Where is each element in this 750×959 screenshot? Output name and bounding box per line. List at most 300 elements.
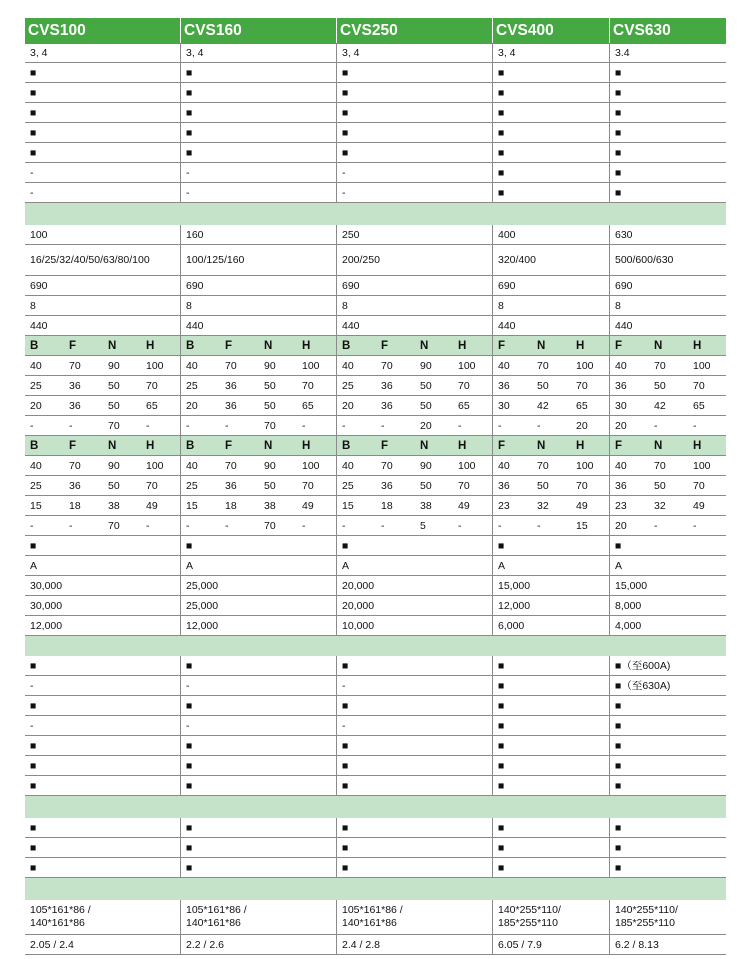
table-cell: ■: [609, 858, 726, 877]
table-cell: ■: [609, 756, 726, 775]
class-letter: F: [615, 339, 623, 352]
table-cell-group: [336, 436, 492, 455]
table-cell: ■: [492, 656, 609, 675]
class-letter: H: [576, 339, 585, 352]
sub-cell: 50: [108, 399, 120, 412]
sub-cell: 23: [615, 499, 627, 512]
table-cell: ■（至630A): [609, 676, 726, 695]
table-cell: 630: [609, 225, 726, 244]
table-cell: ■: [609, 103, 726, 122]
table-cell: -: [336, 676, 492, 695]
table-cell-group: [609, 476, 726, 495]
sub-cell: -: [225, 419, 229, 432]
table-cell-group: [492, 356, 609, 375]
table-cell-group: [492, 376, 609, 395]
table-cell: -: [180, 676, 336, 695]
sub-cell: 70: [381, 359, 393, 372]
sub-cell: 40: [615, 359, 627, 372]
table-cell: 3.4: [609, 44, 726, 62]
table-cell: ■: [609, 183, 726, 202]
class-letter: F: [69, 439, 77, 452]
table-cell: ■: [492, 123, 609, 142]
table-cell: ■: [180, 63, 336, 82]
table-row: [25, 756, 726, 776]
sub-cell: 15: [342, 499, 354, 512]
table-row: [25, 143, 726, 163]
sub-cell: 25: [342, 379, 354, 392]
table-cell: ■: [492, 163, 609, 182]
table-cell: 440: [609, 316, 726, 335]
sub-cell: -: [30, 419, 34, 432]
table-cell-group: [336, 396, 492, 415]
sub-cell: 100: [302, 459, 320, 472]
table-cell: ■: [609, 736, 726, 755]
sub-cell: 70: [654, 359, 666, 372]
table-cell: ■: [609, 83, 726, 102]
table-cell: 105*161*86 / 140*161*86: [336, 900, 492, 934]
table-row: [25, 296, 726, 316]
table-cell: ■: [492, 83, 609, 102]
table-row: [25, 596, 726, 616]
table-cell: ■: [492, 838, 609, 857]
sub-cell: 36: [225, 479, 237, 492]
table-cell: 2.05 / 2.4: [30, 938, 74, 951]
sub-cell: 90: [420, 459, 432, 472]
class-letter: F: [498, 439, 506, 452]
table-row: [25, 696, 726, 716]
table-cell-group: [25, 516, 180, 535]
table-cell: 8,000: [609, 596, 726, 615]
sub-cell: 15: [186, 499, 198, 512]
table-row: [25, 44, 726, 63]
table-cell: 140*255*110/ 185*255*110: [492, 900, 609, 934]
table-row: [25, 316, 726, 336]
table-cell-group: [336, 416, 492, 435]
class-letter: H: [458, 339, 467, 352]
section-band: [25, 636, 726, 656]
table-cell: 690: [30, 279, 48, 292]
table-cell: ■: [336, 736, 492, 755]
table-cell-group: [336, 376, 492, 395]
sub-cell: 90: [108, 459, 120, 472]
table-cell: 12,000: [180, 616, 336, 635]
sub-cell: 36: [498, 379, 510, 392]
table-cell: 100: [30, 228, 48, 241]
table-cell: ■（至600A): [609, 656, 726, 675]
table-cell: -: [180, 183, 336, 202]
table-row: [25, 163, 726, 183]
sub-cell: 49: [576, 499, 588, 512]
table-cell: ■: [492, 183, 609, 202]
table-cell: ■: [336, 63, 492, 82]
table-cell-group: [492, 516, 609, 535]
table-cell-group: [609, 376, 726, 395]
table-cell: ■: [609, 696, 726, 715]
table-cell: ■: [492, 103, 609, 122]
table-row: [25, 496, 726, 516]
table-cell: ■: [180, 858, 336, 877]
sub-cell: 100: [146, 359, 164, 372]
table-cell: 20,000: [336, 576, 492, 595]
table-cell-group: [336, 336, 492, 355]
table-cell: ■: [609, 163, 726, 182]
sub-cell: 65: [576, 399, 588, 412]
class-letter: H: [576, 439, 585, 452]
table-cell: -: [30, 719, 34, 732]
sub-cell: 25: [30, 479, 42, 492]
table-cell: 4,000: [609, 616, 726, 635]
sub-cell: 18: [381, 499, 393, 512]
table-cell-group: [609, 416, 726, 435]
class-letter: B: [342, 339, 351, 352]
sub-cell: -: [30, 519, 34, 532]
table-cell: -: [30, 186, 34, 199]
class-letter: B: [30, 339, 39, 352]
table-cell: A: [180, 556, 336, 575]
class-letter: B: [30, 439, 39, 452]
table-cell-group: [492, 336, 609, 355]
table-cell: -: [336, 716, 492, 735]
section-band: [25, 203, 726, 225]
table-cell-group: [336, 456, 492, 475]
table-row: [25, 123, 726, 143]
table-cell-group: [492, 436, 609, 455]
table-cell: 6.2 / 8.13: [609, 935, 726, 954]
table-cell: ■: [492, 63, 609, 82]
table-cell-group: [492, 416, 609, 435]
sub-cell: 25: [186, 379, 198, 392]
table-cell: 440: [180, 316, 336, 335]
sub-cell: -: [654, 519, 658, 532]
sub-cell: -: [146, 419, 150, 432]
table-cell: ■: [180, 696, 336, 715]
table-cell: ■: [180, 776, 336, 795]
table-cell: 6,000: [492, 616, 609, 635]
table-row: [25, 616, 726, 636]
table-cell-group: [25, 356, 180, 375]
table-cell: -: [30, 166, 34, 179]
class-letter: N: [108, 439, 117, 452]
table-cell: ■: [30, 659, 37, 672]
table-cell: ■: [336, 536, 492, 555]
sub-cell: 70: [108, 419, 120, 432]
table-cell: 8: [336, 296, 492, 315]
table-cell: ■: [336, 756, 492, 775]
table-row: [25, 656, 726, 676]
table-cell: ■: [609, 63, 726, 82]
table-cell-group: [180, 456, 336, 475]
sub-cell: 36: [381, 379, 393, 392]
table-cell: ■: [492, 776, 609, 795]
sub-cell: 20: [186, 399, 198, 412]
sub-cell: 42: [654, 399, 666, 412]
table-cell: ■: [336, 776, 492, 795]
table-cell-group: [609, 496, 726, 515]
sub-cell: 70: [576, 379, 588, 392]
sub-cell: 90: [420, 359, 432, 372]
table-cell: ■: [492, 696, 609, 715]
table-cell: 690: [609, 276, 726, 295]
sub-cell: 65: [458, 399, 470, 412]
sub-cell: 40: [342, 359, 354, 372]
table-row: [25, 858, 726, 878]
sub-cell: 50: [108, 379, 120, 392]
sub-cell: 100: [146, 459, 164, 472]
table-cell: 105*161*86 / 140*161*86: [180, 900, 336, 934]
table-cell: ■: [336, 143, 492, 162]
table-row: [25, 63, 726, 83]
table-row: [25, 376, 726, 396]
table-row: [25, 838, 726, 858]
table-cell-group: [336, 356, 492, 375]
table-cell: 12,000: [30, 619, 63, 632]
sub-cell: 30: [615, 399, 627, 412]
class-letter: N: [264, 339, 273, 352]
table-cell: 500/600/630: [609, 245, 726, 275]
table-cell-group: [492, 456, 609, 475]
sub-cell: 18: [69, 499, 81, 512]
sub-cell: 100: [458, 359, 476, 372]
sub-cell: 40: [615, 459, 627, 472]
sub-cell: 30: [498, 399, 510, 412]
sub-cell: 65: [146, 399, 158, 412]
table-cell-group: [25, 376, 180, 395]
table-cell: ■: [30, 861, 37, 874]
sub-cell: -: [458, 419, 462, 432]
table-row: [25, 818, 726, 838]
sub-cell: 20: [342, 399, 354, 412]
sub-cell: 70: [537, 359, 549, 372]
sub-cell: 70: [576, 479, 588, 492]
sub-cell: 50: [537, 379, 549, 392]
table-cell: ■: [30, 739, 37, 752]
sub-cell: 38: [264, 499, 276, 512]
sub-cell: 25: [30, 379, 42, 392]
table-cell: ■: [180, 103, 336, 122]
table-cell: 8: [492, 296, 609, 315]
table-row: [25, 456, 726, 476]
table-cell: 25,000: [180, 576, 336, 595]
sub-cell: -: [342, 519, 346, 532]
sub-cell: 49: [458, 499, 470, 512]
sub-cell: 70: [146, 479, 158, 492]
sub-cell: 36: [615, 379, 627, 392]
sub-cell: 40: [30, 459, 42, 472]
table-cell-group: [180, 436, 336, 455]
sub-cell: -: [537, 419, 541, 432]
sub-cell: 20: [30, 399, 42, 412]
table-cell: ■: [180, 143, 336, 162]
table-cell-group: [180, 516, 336, 535]
table-cell: -: [30, 679, 34, 692]
sub-cell: 40: [498, 459, 510, 472]
table-cell: ■: [180, 838, 336, 857]
sub-cell: 23: [498, 499, 510, 512]
table-cell: ■: [336, 838, 492, 857]
column-header: CVS400: [492, 18, 609, 43]
table-cell: 8: [30, 299, 36, 312]
sub-cell: 90: [108, 359, 120, 372]
table-cell-group: [180, 396, 336, 415]
sub-cell: 70: [458, 479, 470, 492]
section-band: [25, 878, 726, 900]
sub-cell: 70: [108, 519, 120, 532]
table-cell-group: [336, 496, 492, 515]
table-cell: ■: [30, 66, 37, 79]
table-row: [25, 103, 726, 123]
class-letter: N: [654, 439, 663, 452]
table-cell: ■: [30, 126, 37, 139]
sub-cell: 40: [186, 359, 198, 372]
sub-cell: 49: [302, 499, 314, 512]
sub-cell: -: [654, 419, 658, 432]
sub-cell: 70: [381, 459, 393, 472]
table-cell: ■: [609, 818, 726, 837]
table-cell: 2.2 / 2.6: [180, 935, 336, 954]
table-cell: 440: [336, 316, 492, 335]
table-row: [25, 183, 726, 203]
class-letter: N: [108, 339, 117, 352]
table-cell: ■: [180, 818, 336, 837]
class-letter: F: [498, 339, 506, 352]
table-cell: ■: [336, 103, 492, 122]
table-cell: ■: [30, 106, 37, 119]
column-header: CVS250: [336, 18, 492, 43]
sub-cell: 36: [69, 479, 81, 492]
table-cell: 3, 4: [30, 47, 48, 59]
sub-cell: 38: [420, 499, 432, 512]
sub-cell: -: [186, 519, 190, 532]
spec-table: [25, 18, 726, 955]
table-cell: 3, 4: [180, 44, 336, 62]
table-cell-group: [609, 456, 726, 475]
table-cell: ■: [609, 143, 726, 162]
sub-cell: 36: [69, 399, 81, 412]
table-cell: 15,000: [609, 576, 726, 595]
sub-cell: 50: [264, 379, 276, 392]
table-cell: 3, 4: [492, 44, 609, 62]
class-letter: B: [186, 439, 195, 452]
table-row: [25, 576, 726, 596]
table-cell: -: [180, 163, 336, 182]
table-cell: ■: [492, 818, 609, 837]
table-cell: ■: [30, 779, 37, 792]
table-cell: ■: [492, 756, 609, 775]
sub-cell: 32: [537, 499, 549, 512]
table-cell: 250: [336, 225, 492, 244]
table-cell: ■: [180, 656, 336, 675]
sub-cell: 40: [30, 359, 42, 372]
table-row: [25, 516, 726, 536]
sub-cell: 65: [302, 399, 314, 412]
sub-cell: 100: [302, 359, 320, 372]
sub-cell: 50: [264, 399, 276, 412]
sub-cell: 70: [302, 479, 314, 492]
sub-cell: 40: [342, 459, 354, 472]
table-cell: ■: [336, 818, 492, 837]
table-cell-group: [492, 396, 609, 415]
class-letter: F: [615, 439, 623, 452]
table-cell: 105*161*86 / 140*161*86: [30, 904, 91, 929]
table-cell: 25,000: [180, 596, 336, 615]
table-cell: 690: [336, 276, 492, 295]
sub-cell: -: [342, 419, 346, 432]
sub-cell: 15: [30, 499, 42, 512]
sub-cell: 70: [693, 479, 705, 492]
table-cell: ■: [492, 143, 609, 162]
table-cell: ■: [30, 841, 37, 854]
table-row: [25, 476, 726, 496]
sub-cell: 50: [420, 399, 432, 412]
sub-cell: 70: [225, 459, 237, 472]
table-cell: 690: [492, 276, 609, 295]
sub-cell: 36: [381, 399, 393, 412]
table-cell: ■: [30, 146, 37, 159]
sub-cell: 70: [654, 459, 666, 472]
table-cell: -: [180, 716, 336, 735]
table-row: [25, 225, 726, 245]
table-row: [25, 736, 726, 756]
sub-cell: 50: [420, 479, 432, 492]
table-cell: ■: [180, 536, 336, 555]
table-row: [25, 245, 726, 276]
table-cell-group: [336, 516, 492, 535]
sub-cell: -: [302, 419, 306, 432]
table-cell: 440: [492, 316, 609, 335]
table-cell: ■: [180, 123, 336, 142]
table-cell: A: [492, 556, 609, 575]
table-cell: 200/250: [336, 245, 492, 275]
sub-cell: 49: [693, 499, 705, 512]
sub-cell: -: [381, 519, 385, 532]
table-cell: 10,000: [336, 616, 492, 635]
sub-cell: -: [537, 519, 541, 532]
table-row: [25, 276, 726, 296]
table-cell-group: [25, 336, 180, 355]
sub-cell: 100: [576, 459, 594, 472]
class-letter: H: [693, 339, 702, 352]
table-cell: A: [30, 559, 38, 572]
sub-cell: -: [146, 519, 150, 532]
sub-cell: 50: [264, 479, 276, 492]
table-row: [25, 676, 726, 696]
class-letter: N: [537, 439, 546, 452]
table-cell: ■: [492, 716, 609, 735]
table-cell-group: [180, 376, 336, 395]
table-cell: 8: [609, 296, 726, 315]
sub-cell: 70: [146, 379, 158, 392]
table-cell: 160: [180, 225, 336, 244]
class-letter: H: [146, 339, 155, 352]
table-cell: ■: [30, 539, 37, 552]
table-row: [25, 396, 726, 416]
table-cell: ■: [30, 821, 37, 834]
sub-cell: 70: [264, 419, 276, 432]
sub-cell: 70: [458, 379, 470, 392]
table-cell-group: [180, 476, 336, 495]
table-row: [25, 776, 726, 796]
sub-cell: 32: [654, 499, 666, 512]
table-cell-group: [180, 496, 336, 515]
table-row: [25, 556, 726, 576]
sub-cell: 25: [342, 479, 354, 492]
column-header: CVS100: [28, 21, 86, 39]
table-row: [25, 935, 726, 955]
table-cell: ■: [180, 736, 336, 755]
table-cell: 400: [492, 225, 609, 244]
sub-cell: -: [186, 419, 190, 432]
sub-cell: 50: [654, 379, 666, 392]
